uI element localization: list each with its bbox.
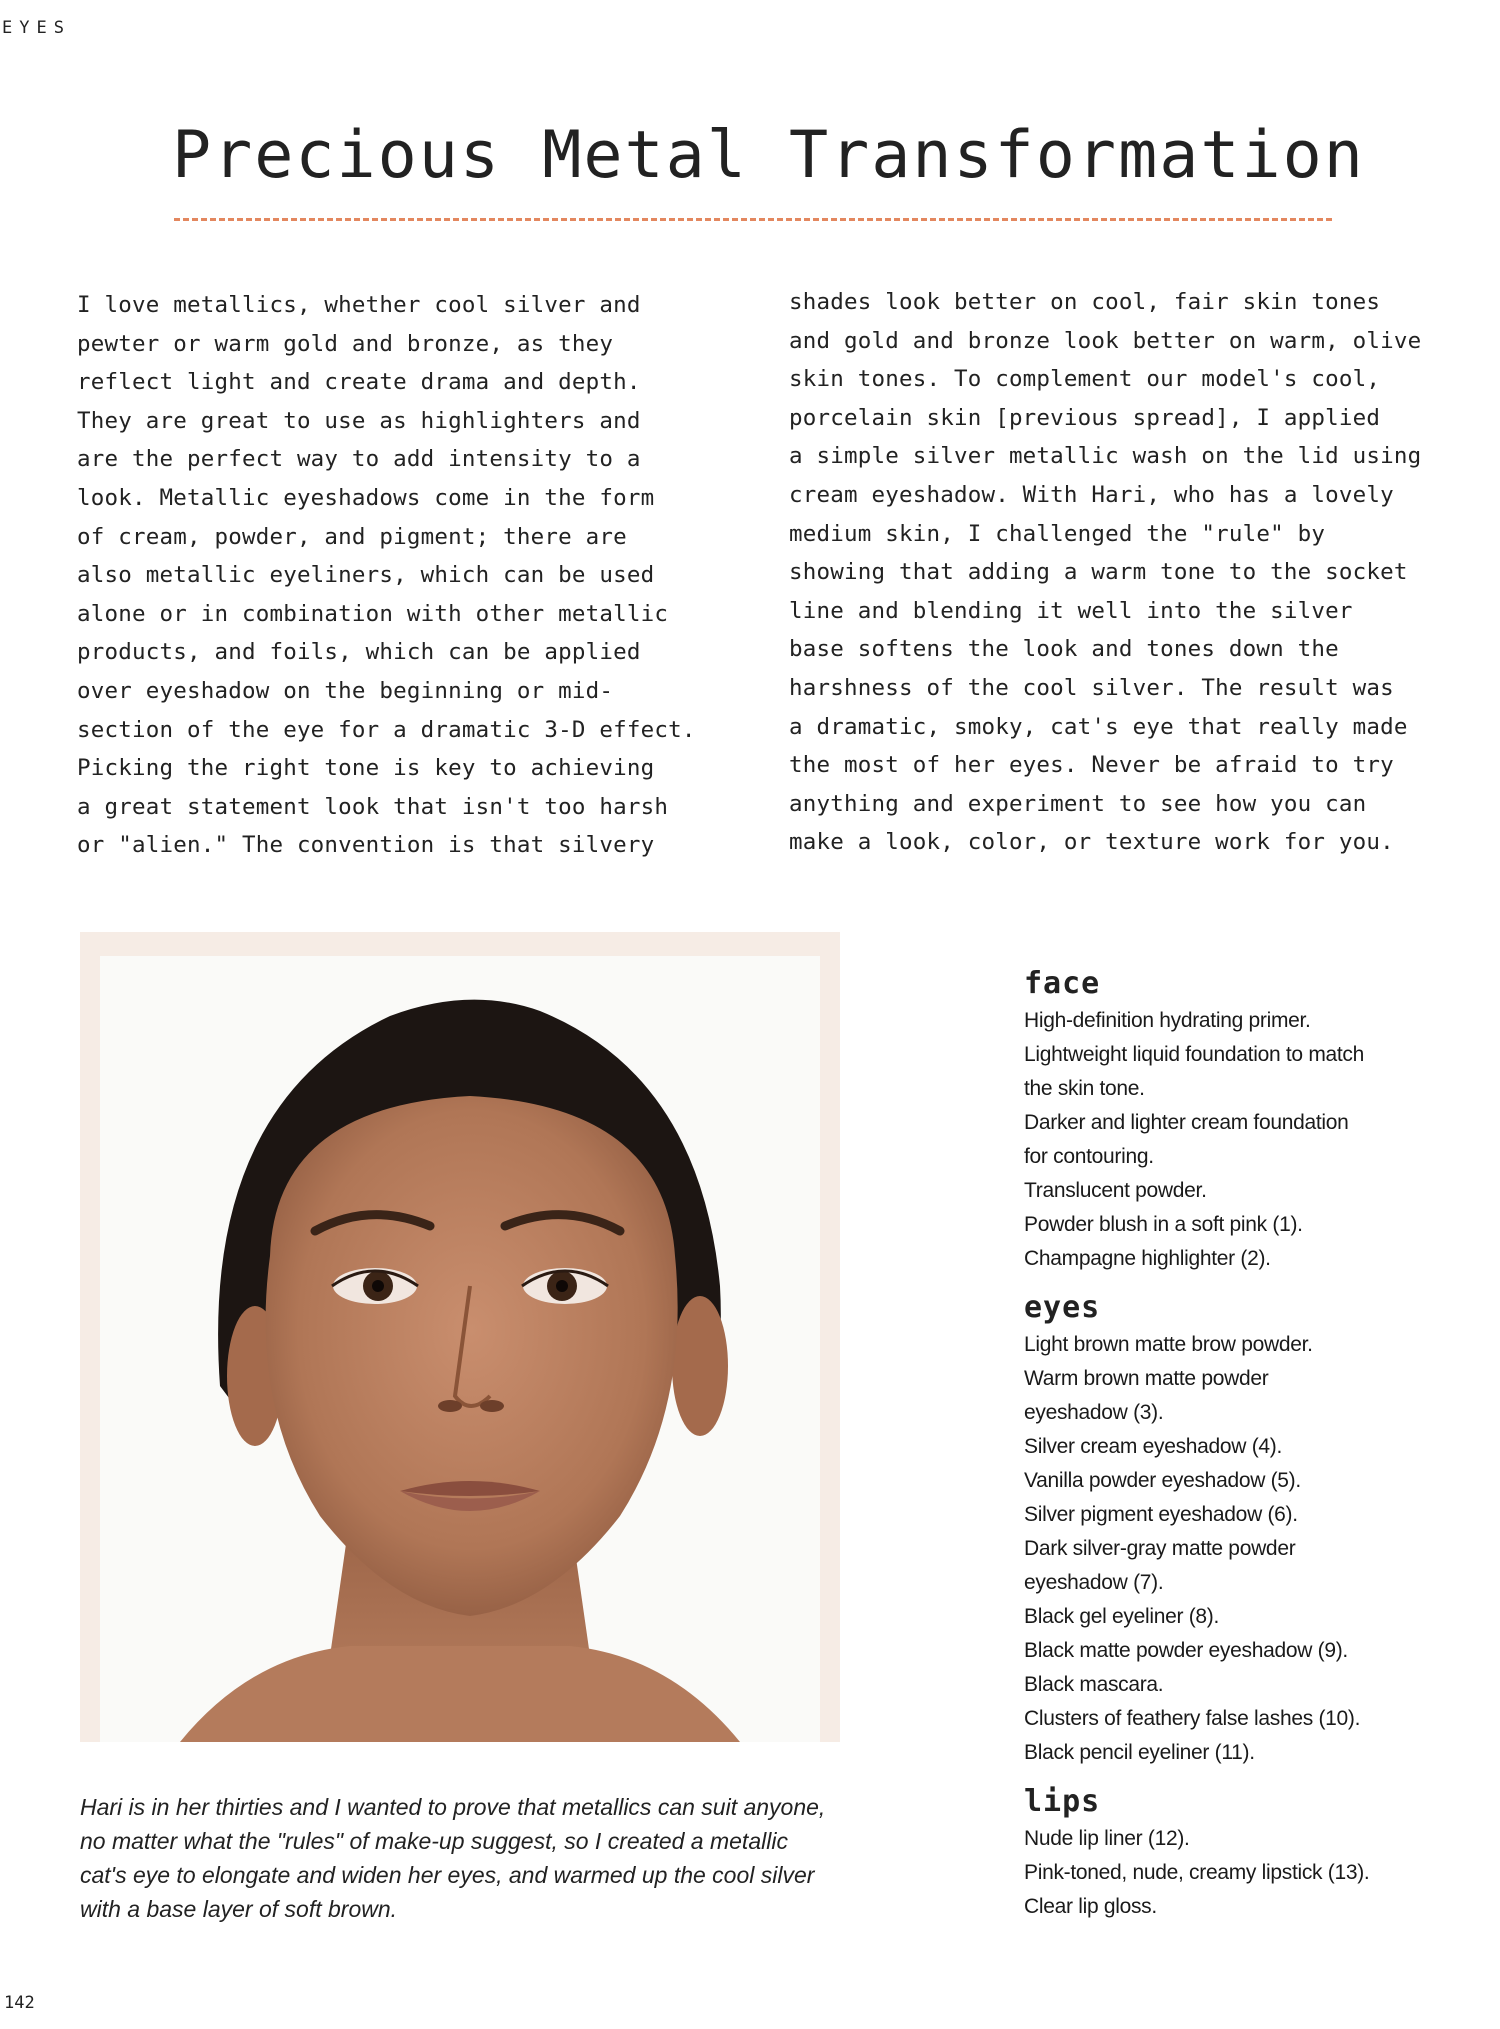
list-item: High-definition hydrating primer. xyxy=(1024,1009,1311,1032)
list-item: eyeshadow (7). xyxy=(1024,1571,1164,1594)
page-number: 142 xyxy=(4,1993,35,2013)
body-text-right-column: shades look better on cool, fair skin tones and gold and bronze look better on warm, olive skin tones. To complement our model's cool, porcelain skin [previous spread], I applied a simple silver metallic wash on the lid using cream eyeshadow. With Hari, who has a lovely medium skin, I challenged the "rule" by showing that adding a warm tone to the socket line and blending it well into the silver base softens the look and tones down the harshness of the cool silver. The result was a dramatic, smoky, cat's eye that really made the most of her eyes. Never be afraid to try anything and experiment to see how you can make a look, color, or texture work for you. xyxy=(789,289,1422,856)
list-item: Darker and lighter cream foundation xyxy=(1024,1111,1349,1134)
body-text-left-column: I love metallics, whether cool silver and pewter or warm gold and bronze, as they reflect light and create drama and depth. They are great to use as highlighters and are the perfect way to add intensity to a look. Metallic eyeshadows come in the form of cream, powder, and pigment; there are also metallic eyeliners, which can be used alone or in combination with other metallic products, and foils, which can be applied over eyeshadow on the beginning or mid- section of the eye for a dramatic 3-D effect. Picking the right tone is key to achieving a great statement look that isn't too harsh or "alien." The convention is that silvery xyxy=(77,292,696,859)
photo-caption: Hari is in her thirties and I wanted to prove that metallics can suit anyone, no matter what the "rules" of make-up suggest, so I created a metallic cat's eye to elongate and widen her eyes, and warmed up the cool silver with a base layer of soft brown. xyxy=(80,1794,826,1922)
lips-items xyxy=(1024,1822,1444,1924)
list-item: Nude lip liner (12). xyxy=(1024,1827,1190,1850)
face-heading: face xyxy=(1024,966,1101,1001)
list-item: Dark silver-gray matte powder xyxy=(1024,1537,1296,1560)
list-item: eyeshadow (3). xyxy=(1024,1401,1164,1424)
list-item: Silver pigment eyeshadow (6). xyxy=(1024,1503,1298,1526)
list-item: Powder blush in a soft pink (1). xyxy=(1024,1213,1303,1236)
list-item: Lightweight liquid foundation to match xyxy=(1024,1043,1365,1066)
list-item: Champagne highlighter (2). xyxy=(1024,1247,1271,1270)
eyes-items xyxy=(1024,1328,1444,1770)
list-item: Black matte powder eyeshadow (9). xyxy=(1024,1639,1348,1662)
portrait-photo-frame xyxy=(80,932,840,1742)
list-item: Clusters of feathery false lashes (10). xyxy=(1024,1707,1361,1730)
eyes-heading: eyes xyxy=(1024,1290,1101,1325)
list-item: Black gel eyeliner (8). xyxy=(1024,1605,1220,1628)
product-list xyxy=(1024,966,1444,1924)
face-items xyxy=(1024,1004,1444,1276)
list-item: Black mascara. xyxy=(1024,1673,1164,1696)
list-item: Vanilla powder eyeshadow (5). xyxy=(1024,1469,1301,1492)
portrait-photo xyxy=(100,956,820,1742)
lips-heading: lips xyxy=(1024,1784,1101,1819)
list-item: the skin tone. xyxy=(1024,1077,1145,1100)
list-item: for contouring. xyxy=(1024,1145,1154,1168)
list-item: Translucent powder. xyxy=(1024,1179,1207,1202)
title-dashed-rule xyxy=(174,218,1332,221)
portrait-illustration xyxy=(100,956,820,1742)
list-item: Pink-toned, nude, creamy lipstick (13). xyxy=(1024,1861,1370,1884)
list-item: Light brown matte brow powder. xyxy=(1024,1333,1313,1356)
list-item: Black pencil eyeliner (11). xyxy=(1024,1741,1255,1764)
list-item: Clear lip gloss. xyxy=(1024,1895,1157,1918)
section-label: EYES xyxy=(2,18,71,38)
list-item: Silver cream eyeshadow (4). xyxy=(1024,1435,1282,1458)
list-item: Warm brown matte powder xyxy=(1024,1367,1269,1390)
page-title: Precious Metal Transformation xyxy=(172,118,1365,193)
